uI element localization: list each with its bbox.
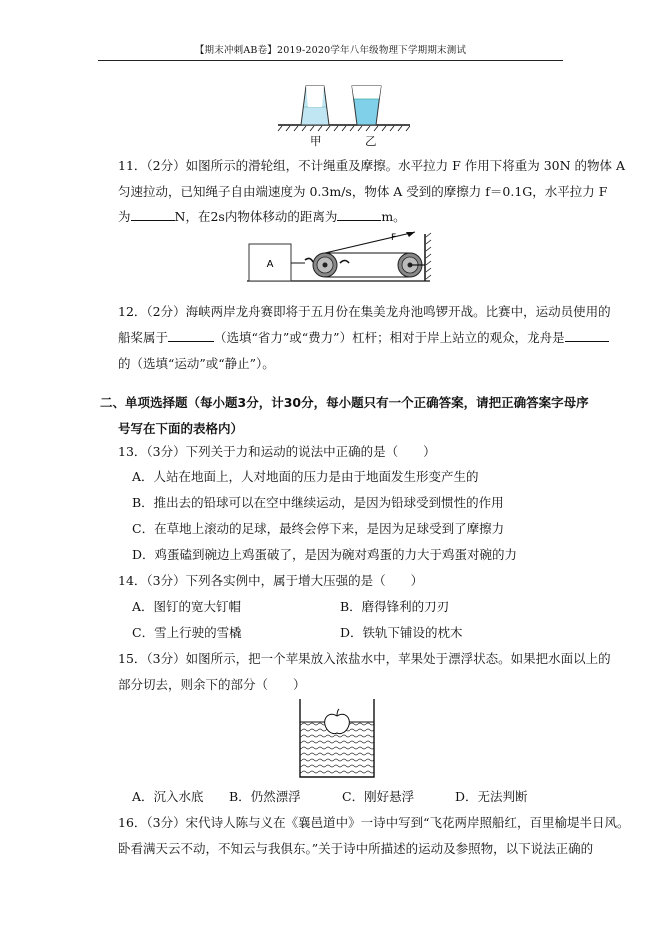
q11-line2: 匀速拉动，已知绳子自由端速度为 0.3m/s，物体 A 受到的摩擦力 f＝0.1G，水平拉力 F [118,184,608,199]
q13-option-c[interactable]: C．在草地上滚动的足球，最终会停下来，是因为足球受到了摩擦力 [132,521,505,536]
pulley-figure [245,228,435,288]
answer-blank[interactable] [565,329,609,342]
beaker-figure [294,697,380,781]
q13-option-a[interactable]: A．人站在地面上，人对地面的压力是由于地面发生形变产生的 [132,469,479,484]
page-header: 【期末冲刺AB卷】2019-2020学年八年级物理下学期期末测试 [194,45,467,56]
cup-label-yi: 乙 [365,134,377,148]
q16-line2: 卧看满天云不动，不知云与我俱东。”关于诗中所描述的运动及参照物，以下说法正确的 [118,841,594,856]
header-rule [98,60,563,61]
q13-option-d[interactable]: D．鸡蛋磕到碗边上鸡蛋破了，是因为碗对鸡蛋的力大于鸡蛋对碗的力 [132,547,518,562]
section-heading-cont: 号写在下面的表格内） [118,421,244,436]
q15-option-d[interactable]: D．无法判断 [455,789,528,804]
q14-option-b[interactable]: B．磨得锋利的刀刃 [340,599,450,614]
q15-option-b[interactable]: B．仍然漂浮 [229,789,301,804]
q14-option-d[interactable]: D．铁轨下铺设的枕木 [340,625,463,640]
q14-option-c[interactable]: C．雪上行驶的雪橇 [132,625,242,640]
q13-option-b[interactable]: B．推出去的铅球可以在空中继续运动，是因为铅球受到惯性的作用 [132,495,504,510]
q15-line2: 部分切去，则余下的部分（ ） [118,677,306,692]
q12-line2: 船桨属于 （选填“省力”或“费力”）杠杆；相对于岸上站立的观众，龙舟是 [118,328,609,346]
answer-blank[interactable] [337,208,381,221]
q12-line3: 的（选填“运动”或“静止”）。 [118,356,275,371]
q16-line1: 16．（3分）宋代诗人陈与义在《襄邑道中》一诗中写到“飞花两岸照船红，百里榆堤半日风。 [118,815,630,830]
cup-label-jia: 甲 [310,134,322,148]
answer-blank[interactable] [131,208,175,221]
q15-option-a[interactable]: A．沉入水底 [132,789,204,804]
q15-line1: 15．（3分）如图所示，把一个苹果放入浓盐水中，苹果处于漂浮状态。如果把水面以上的 [118,651,611,666]
apple-icon [325,709,350,734]
block-a-label: A [266,259,274,270]
q11-line3: 为 N，在2s内物体移动的距离为 m。 [118,209,406,224]
q14-stem: 14．（3分）下列各实例中，属于增大压强的是（ ） [118,573,424,588]
q14-option-a[interactable]: A．图钉的宽大钉帽 [132,599,242,614]
q15-option-c[interactable]: C．刚好悬浮 [342,789,415,804]
force-label: F [391,233,397,243]
q12-line1: 12．（2分）海峡两岸龙舟赛即将于五月份在集美龙舟池鸣锣开战。比赛中，运动员使用的 [118,304,611,319]
q11-line1: 11．（2分）如图所示的滑轮组，不计绳重及摩擦。水平拉力 F 作用下将重为 30N 的物体 A [118,158,626,173]
answer-blank[interactable] [168,329,214,342]
section-heading: 二、单项选择题（每小题3分，计30分，每小题只有一个正确答案，请把正确答案字母序 [100,395,589,410]
q13-stem: 13．（3分）下列关于力和运动的说法中正确的是（ ） [118,444,436,459]
cups-figure [270,82,410,150]
